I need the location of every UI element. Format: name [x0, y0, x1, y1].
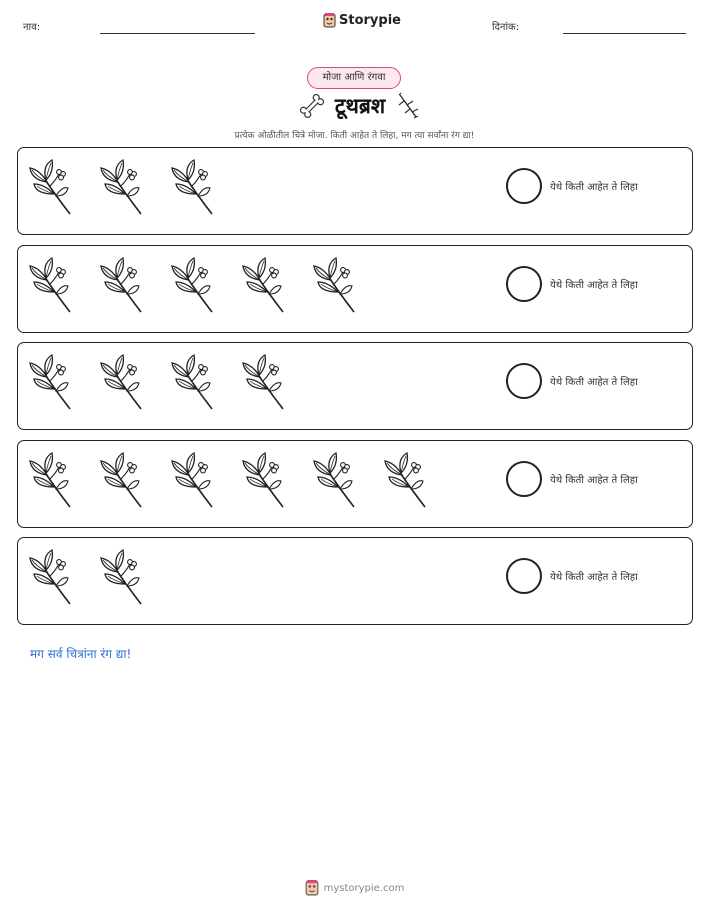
neem-twig-icon[interactable]: [28, 256, 99, 316]
neem-twig-icon[interactable]: [312, 451, 383, 511]
answer-circle[interactable]: [506, 461, 542, 497]
answer-hint: येथे किती आहेत ते लिहा: [550, 474, 638, 486]
twig-icon: [395, 92, 421, 120]
plant-group: [28, 353, 312, 413]
count-row: [17, 245, 693, 333]
neem-twig-icon[interactable]: [241, 256, 312, 316]
neem-twig-icon[interactable]: [170, 256, 241, 316]
answer-hint: येथे किती आहेत ते लिहा: [550, 279, 638, 291]
plant-group: [28, 548, 170, 608]
neem-twig-icon[interactable]: [28, 451, 99, 511]
count-row: [17, 537, 693, 625]
answer-circle[interactable]: [506, 168, 542, 204]
title-block: [290, 91, 430, 121]
neem-twig-icon[interactable]: [28, 353, 99, 413]
instruction-text: प्रत्येक ओळीतील चित्रे मोजा. किती आहेत ते लिहा, मग त्या सर्वांना रंग द्या!: [234, 131, 475, 141]
neem-twig-icon[interactable]: [241, 353, 312, 413]
neem-twig-icon[interactable]: [312, 256, 383, 316]
neem-twig-icon[interactable]: [28, 158, 99, 218]
neem-twig-icon[interactable]: [99, 353, 170, 413]
answer-hint: येथे किती आहेत ते लिहा: [550, 377, 638, 389]
neem-twig-icon[interactable]: [170, 158, 241, 218]
answer-circle[interactable]: [506, 266, 542, 302]
date-label: दिनांक:: [492, 22, 520, 33]
count-rows: [17, 147, 693, 635]
count-row: [17, 440, 693, 528]
plant-group: [28, 158, 241, 218]
neem-twig-icon[interactable]: [170, 451, 241, 511]
answer-hint: येथे किती आहेत ते लिहा: [550, 182, 638, 193]
bone-icon: [299, 92, 325, 120]
count-row: [17, 147, 693, 235]
plant-group: [28, 256, 383, 316]
activity-badge: मोजा आणि रंगवा: [307, 67, 401, 89]
date-line[interactable]: [563, 33, 686, 34]
plant-group: [28, 451, 454, 511]
page-title: टूथब्रश: [334, 94, 386, 118]
answer-circle[interactable]: [506, 363, 542, 399]
worksheet-header: [0, 0, 709, 50]
storypie-logo-icon: [305, 880, 319, 896]
name-label: नाव:: [23, 22, 41, 33]
answer-hint: येथे किती आहेत ते लिहा: [550, 572, 638, 584]
neem-twig-icon[interactable]: [383, 451, 454, 511]
footer-url: mystorypie.com: [323, 882, 405, 894]
neem-twig-icon[interactable]: [99, 451, 170, 511]
neem-twig-icon[interactable]: [99, 256, 170, 316]
answer-circle[interactable]: [506, 558, 542, 594]
name-line[interactable]: [100, 33, 255, 34]
footer: [0, 880, 709, 896]
footer-note: मग सर्व चित्रांना रंग द्या!: [30, 647, 132, 661]
storypie-logo-icon: [323, 13, 336, 28]
brand-name: Storypie: [339, 13, 401, 28]
neem-twig-icon[interactable]: [170, 353, 241, 413]
brand: [323, 13, 401, 28]
count-row: [17, 342, 693, 430]
neem-twig-icon[interactable]: [241, 451, 312, 511]
neem-twig-icon[interactable]: [99, 158, 170, 218]
neem-twig-icon[interactable]: [28, 548, 99, 608]
neem-twig-icon[interactable]: [99, 548, 170, 608]
